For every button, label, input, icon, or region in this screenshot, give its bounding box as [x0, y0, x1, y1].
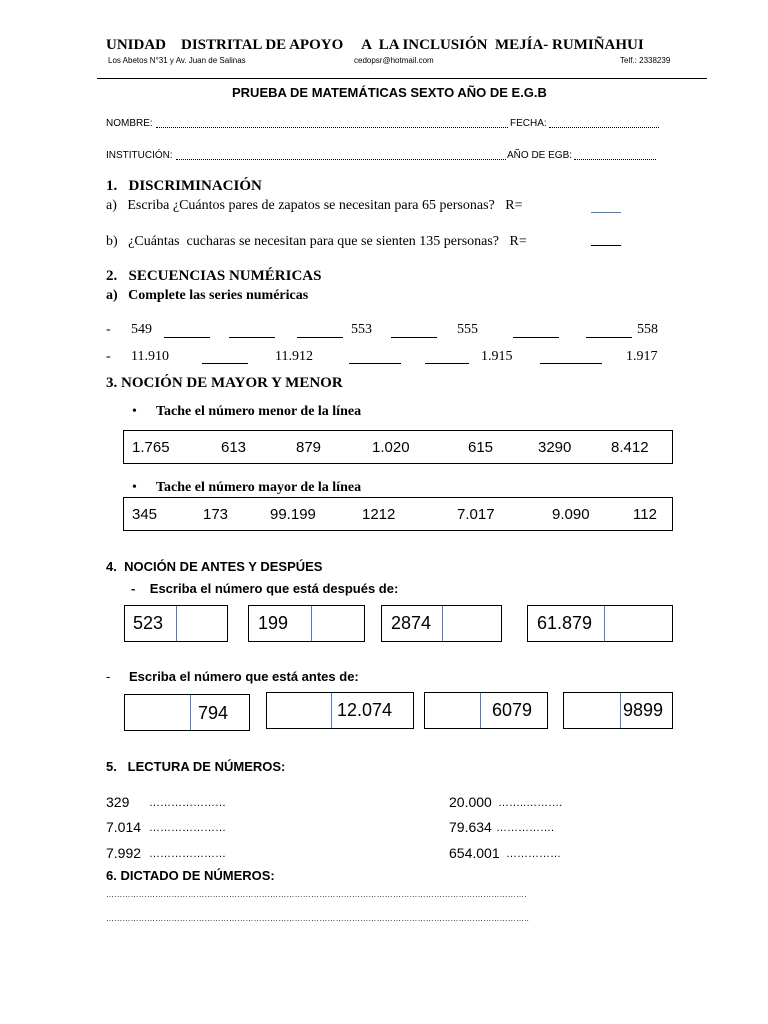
series-value: 11.910	[131, 349, 169, 364]
sec1-qb-answer[interactable]	[591, 245, 621, 246]
lectura-number: 20.000	[449, 794, 492, 810]
mayor-number[interactable]: 345	[132, 506, 158, 523]
anio-line[interactable]	[574, 159, 656, 160]
menor-number[interactable]: 879	[296, 439, 322, 456]
menor-label: Tache el número menor de la línea	[156, 404, 362, 419]
lectura-number: 329	[106, 794, 130, 810]
despues-answer[interactable]	[177, 606, 227, 641]
mayor-label: Tache el número mayor de la línea	[156, 480, 362, 495]
despues-answer[interactable]	[604, 606, 672, 641]
lectura-number: 7.992	[106, 845, 142, 861]
lectura-answer-line[interactable]: …………………	[149, 848, 226, 860]
header-phone: Telf.: 2338239	[620, 56, 671, 65]
mayor-number[interactable]: 173	[203, 506, 229, 523]
institucion-label: INSTITUCIÓN:	[106, 150, 173, 161]
answer-divider	[480, 693, 481, 728]
series-blank[interactable]	[586, 337, 632, 338]
despues-number: 523	[133, 613, 164, 633]
sec1-qa-answer[interactable]	[591, 212, 621, 213]
antes-answer[interactable]	[425, 693, 479, 728]
antes-answer[interactable]	[267, 693, 330, 728]
despues-label: - Escriba el número que está después de:	[131, 581, 399, 596]
test-title: PRUEBA DE MATEMÁTICAS SEXTO AÑO DE E.G.B	[232, 85, 547, 100]
despues-number: 199	[258, 613, 289, 633]
menor-number[interactable]: 615	[468, 439, 494, 456]
fecha-line[interactable]	[549, 127, 659, 128]
series-value: 1.915	[481, 349, 513, 364]
header-email: cedopsr@hotmail.com	[354, 56, 434, 65]
sec2-row1-dash: -	[106, 322, 111, 337]
anio-label: AÑO DE EGB:	[507, 150, 573, 161]
mayor-number[interactable]: 112	[633, 506, 657, 523]
answer-divider	[190, 695, 191, 730]
lectura-answer-line[interactable]: ……………	[506, 848, 561, 860]
menor-number[interactable]: 1.765	[132, 439, 170, 456]
menor-number[interactable]: 613	[221, 439, 247, 456]
despues-answer[interactable]	[442, 606, 501, 641]
series-value: 11.912	[275, 349, 313, 364]
mayor-number[interactable]: 7.017	[457, 506, 495, 523]
nombre-line[interactable]	[156, 127, 508, 128]
sec2-row2-dash: -	[106, 349, 111, 364]
series-value: 558	[637, 322, 658, 337]
antes-number: 6079	[492, 700, 533, 720]
bullet: •	[132, 480, 137, 495]
menor-line-box	[123, 430, 673, 464]
lectura-number: 654.001	[449, 845, 500, 861]
antes-number: 12.074	[337, 700, 393, 720]
lectura-number: 7.014	[106, 819, 142, 835]
antes-number: 794	[198, 703, 229, 723]
answer-divider	[331, 693, 332, 728]
series-value: 1.917	[626, 349, 658, 364]
mayor-number[interactable]: 99.199	[270, 506, 316, 523]
header-title: UNIDAD DISTRITAL DE APOYO A LA INCLUSIÓN MEJÍA- RUMIÑAHUI	[106, 37, 644, 53]
sec1-qa: a) Escriba ¿Cuántos pares de zapatos se necesitan para 65 personas? R=	[106, 198, 523, 213]
series-blank[interactable]	[297, 337, 343, 338]
nombre-label: NOMBRE:	[106, 118, 153, 129]
header-divider	[97, 78, 707, 79]
sec4-title: 4. NOCIÓN DE ANTES Y DESPÚES	[106, 559, 323, 574]
series-blank[interactable]	[229, 337, 275, 338]
sec1-qb: b) ¿Cuántas cucharas se necesitan para que se sienten 135 personas? R=	[106, 234, 527, 249]
series-value: 553	[351, 322, 372, 337]
lectura-answer-line[interactable]: …………………	[149, 797, 226, 809]
despues-answer[interactable]	[311, 606, 364, 641]
sec3-title: 3. NOCIÓN DE MAYOR Y MENOR	[106, 375, 343, 391]
lectura-answer-line[interactable]: ……..……….	[498, 797, 563, 809]
antes-label: Escriba el número que está antes de:	[129, 669, 359, 684]
antes-number: 9899	[623, 700, 664, 720]
series-blank[interactable]	[425, 363, 469, 364]
antes-dash: -	[106, 669, 111, 684]
dictado-line[interactable]: ………………………………………………………………………………………………………………………………………..	[106, 914, 530, 923]
menor-number[interactable]: 8.412	[611, 439, 649, 456]
series-blank[interactable]	[513, 337, 559, 338]
lectura-number: 79.634	[449, 819, 492, 835]
bullet: •	[132, 404, 137, 419]
mayor-number[interactable]: 9.090	[552, 506, 590, 523]
sec5-title: 5. LECTURA DE NÚMEROS:	[106, 759, 286, 774]
menor-number[interactable]: 1.020	[372, 439, 410, 456]
lectura-answer-line[interactable]: …………….	[496, 822, 555, 834]
sec2-title: 2. SECUENCIAS NUMÉRICAS	[106, 268, 322, 284]
fecha-label: FECHA:	[510, 118, 547, 129]
series-blank[interactable]	[349, 363, 401, 364]
lectura-answer-line[interactable]: …………………	[149, 822, 226, 834]
answer-divider	[620, 693, 621, 728]
header-address: Los Abetos N°31 y Av. Juan de Salinas	[108, 56, 246, 65]
series-blank[interactable]	[540, 363, 602, 364]
despues-number: 2874	[391, 613, 432, 633]
institucion-line[interactable]	[176, 159, 506, 160]
series-value: 549	[131, 322, 152, 337]
series-blank[interactable]	[164, 337, 210, 338]
despues-number: 61.879	[537, 613, 593, 633]
sec2-sub: a) Complete las series numéricas	[106, 288, 309, 303]
antes-answer[interactable]	[125, 695, 189, 730]
menor-number[interactable]: 3290	[538, 439, 572, 456]
series-value: 555	[457, 322, 478, 337]
sec6-title: 6. DICTADO DE NÚMEROS:	[106, 868, 275, 883]
dictado-line[interactable]: ……………………………………………………………………………………………………………………………………….	[106, 890, 527, 899]
mayor-number[interactable]: 1212	[362, 506, 396, 523]
antes-answer[interactable]	[564, 693, 619, 728]
sec1-title: 1. DISCRIMINACIÓN	[106, 178, 262, 194]
mayor-line-box	[123, 497, 673, 531]
series-blank[interactable]	[202, 363, 248, 364]
series-blank[interactable]	[391, 337, 437, 338]
